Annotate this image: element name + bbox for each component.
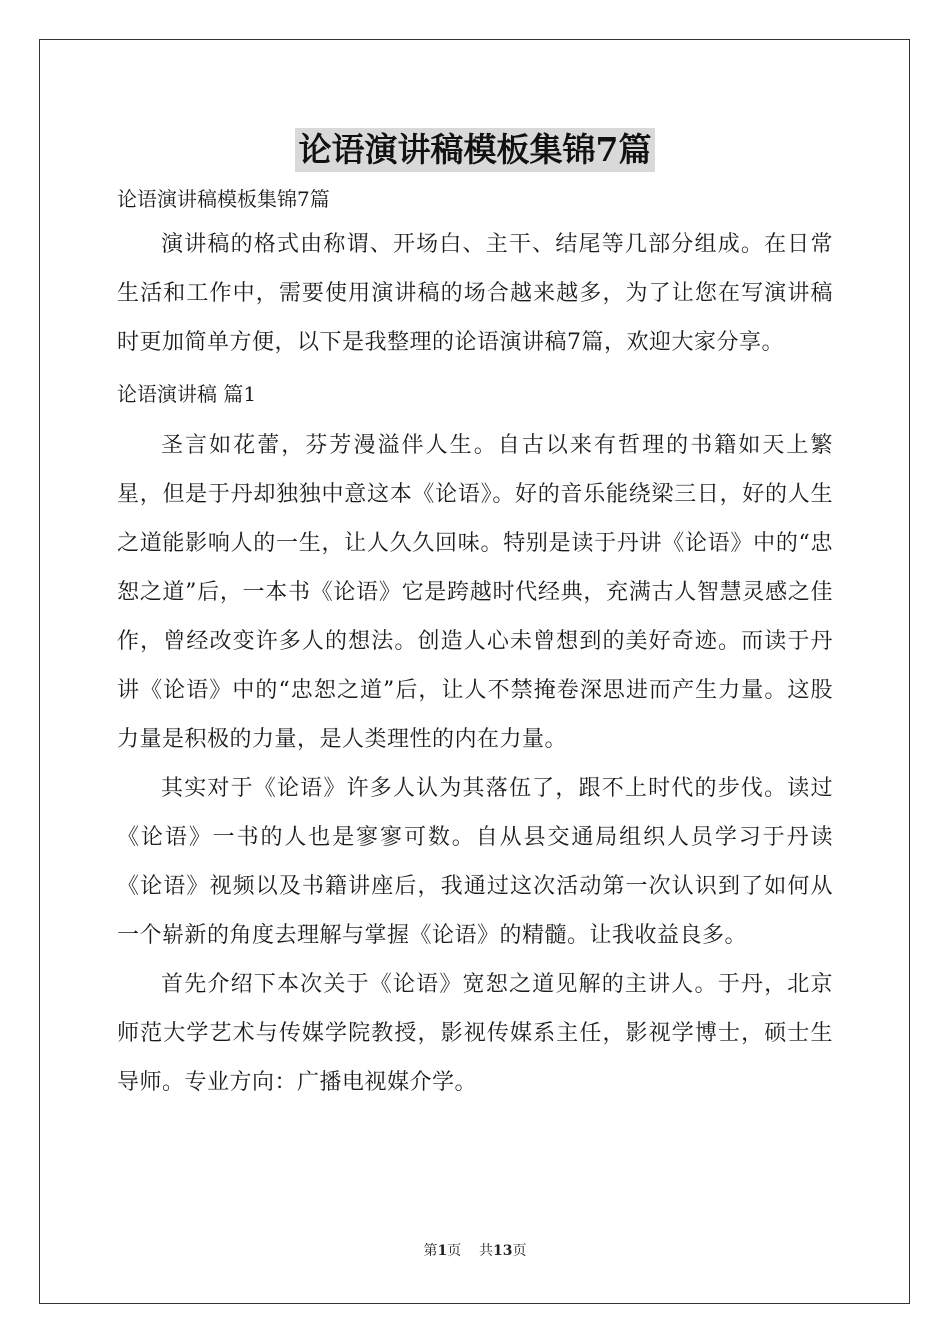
document-subtitle: 论语演讲稿模板集锦7篇 [117,187,330,211]
page-prefix: 第 [423,1243,438,1259]
page-footer [0,1240,950,1260]
total-prefix: 共 [479,1243,494,1259]
document-body [117,178,833,1107]
document-title: 论语演讲稿模板集锦7篇 [295,128,656,172]
page-suffix: 页 [447,1243,462,1259]
section-heading: 论语演讲稿 篇1 [117,382,257,406]
page-number: 1 [437,1243,448,1259]
intro-paragraph: 演讲稿的格式由称谓、开场白、主干、结尾等几部分组成。在日常生活和工作中，需要使用演讲稿的场合越来越多，为了让您在写演讲稿时更加简单方便，以下是我整理的论语演讲稿7篇，欢迎大家分享。 [117,232,833,355]
body-paragraph-2: 其实对于《论语》许多人认为其落伍了，跟不上时代的步伐。读过《论语》一书的人也是寥寥可数。自从县交通局组织人员学习于丹读《论语》视频以及书籍讲座后，我通过这次活动第一次认识到了如何从一个崭新的角度去理解与掌握《论语》的精髓。让我收益良多。 [117,776,833,948]
total-suffix: 页 [512,1243,527,1259]
body-paragraph-1: 圣言如花蕾，芬芳漫溢伴人生。自古以来有哲理的书籍如天上繁星，但是于丹却独独中意这本《论语》。好的音乐能绕梁三日，好的人生之道能影响人的一生，让人久久回味。特别是读于丹讲《论语》中的“忠恕之道”后，一本书《论语》它是跨越时代经典，充满古人智慧灵感之佳作，曾经改变许多人的想法。创造人心未曾想到的美好奇迹。而读于丹讲《论语》中的“忠恕之道”后，让人不禁掩卷深思进而产生力量。这股力量是积极的力量，是人类理性的内在力量。 [117,433,833,752]
body-paragraph-3: 首先介绍下本次关于《论语》宽恕之道见解的主讲人。于丹，北京师范大学艺术与传媒学院教授，影视传媒系主任，影视学博士，硕士生导师。专业方向：广播电视媒介学。 [117,972,833,1095]
title-container [0,128,950,172]
total-pages: 13 [493,1243,513,1259]
